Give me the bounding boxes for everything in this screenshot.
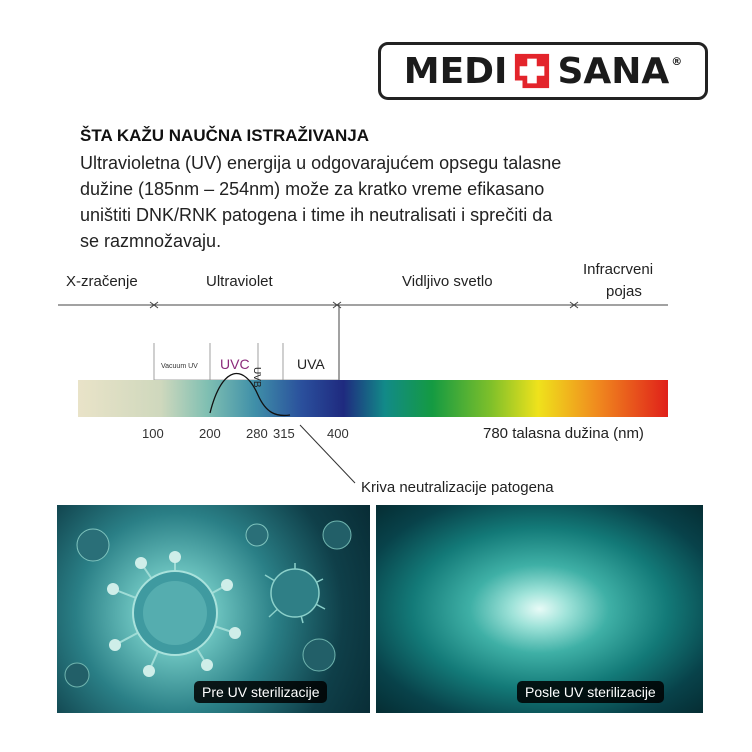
logo-text-left: MEDI <box>403 50 508 92</box>
section-heading: ŠTA KAŽU NAUČNA ISTRAŽIVANJA <box>80 126 369 145</box>
tick-label: 280 <box>246 426 268 441</box>
tick-label: 200 <box>199 426 221 441</box>
band-uva-label: UVA <box>297 356 325 372</box>
paragraph-line: dužine (185nm – 254nm) može za kratko vreme efikasano <box>80 179 545 199</box>
paragraph-line: se razmnožavaju. <box>80 231 222 251</box>
region-ir-label-line2: pojas <box>606 283 642 300</box>
logo-text-right: SANA <box>557 50 670 92</box>
intro-paragraph <box>80 150 680 254</box>
spectrum-diagram <box>0 255 752 500</box>
paragraph-line: Ultravioletna (UV) energija u odgovarajućem opsegu talasne <box>80 153 562 173</box>
region-visible-label: Vidljivo svetlo <box>402 273 493 290</box>
axis-label: 780 talasna dužina (nm) <box>483 425 644 442</box>
spectrum-graphic <box>0 255 752 500</box>
region-ir-label-line1: Infracrveni <box>583 261 654 278</box>
tick-label: 315 <box>273 426 295 441</box>
swiss-cross-icon <box>513 52 551 90</box>
band-uvb-label: UVB <box>251 367 262 388</box>
before-uv-photo <box>57 505 370 713</box>
region-xray-label: X-zračenje <box>66 273 138 290</box>
registered-mark: ® <box>671 54 683 68</box>
after-caption: Posle UV sterilizacije <box>517 681 664 703</box>
region-uv-label: Ultraviolet <box>206 273 273 290</box>
medisana-logo <box>378 42 708 100</box>
after-uv-photo <box>376 505 703 713</box>
tick-label: 100 <box>142 426 164 441</box>
tick-label: 400 <box>327 426 349 441</box>
before-caption: Pre UV sterilizacije <box>194 681 327 703</box>
band-uvc-label: UVC <box>220 356 250 372</box>
spectrum-bar <box>78 380 668 417</box>
curve-label: Kriva neutralizacije patogena <box>361 479 554 496</box>
paragraph-line: uništiti DNK/RNK patogena i time ih neutralisati i sprečiti da <box>80 205 553 225</box>
band-vacuum-label: Vacuum UV <box>161 363 198 370</box>
